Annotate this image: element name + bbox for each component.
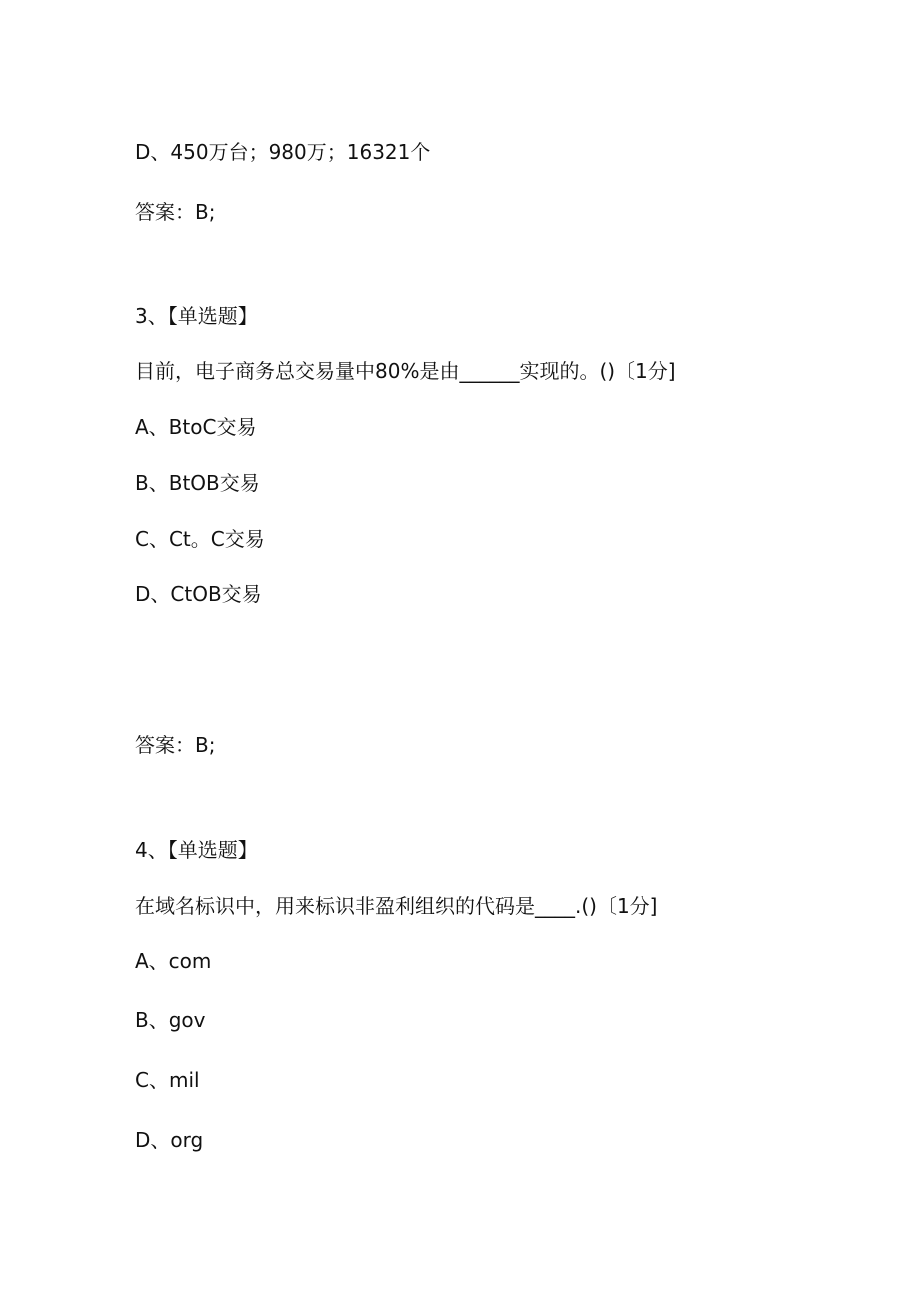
q4-stem: 在域名标识中，用来标识非盈利组织的代码是____.()〔1分] (135, 894, 658, 918)
q4-option-c: C、mil (135, 1068, 200, 1092)
q4-option-a: A、com (135, 949, 212, 973)
q3-option-a: A、BtoC交易 (135, 415, 257, 439)
q4-heading: 4、【单选题】 (135, 838, 258, 862)
q2-option-d: D、450万台；980万；16321个 (135, 140, 431, 164)
q3-option-d: D、CtOB交易 (135, 582, 262, 606)
q2-answer: 答案：B; (135, 200, 216, 224)
q3-answer: 答案：B; (135, 733, 216, 757)
q3-heading: 3、【单选题】 (135, 304, 258, 328)
q3-stem: 目前，电子商务总交易量中80%是由______实现的。()〔1分] (135, 359, 676, 383)
q3-option-b: B、BtOB交易 (135, 471, 260, 495)
q4-option-d: D、org (135, 1128, 204, 1152)
q4-option-b: B、gov (135, 1008, 206, 1032)
q3-option-c: C、Ct。C交易 (135, 527, 265, 551)
